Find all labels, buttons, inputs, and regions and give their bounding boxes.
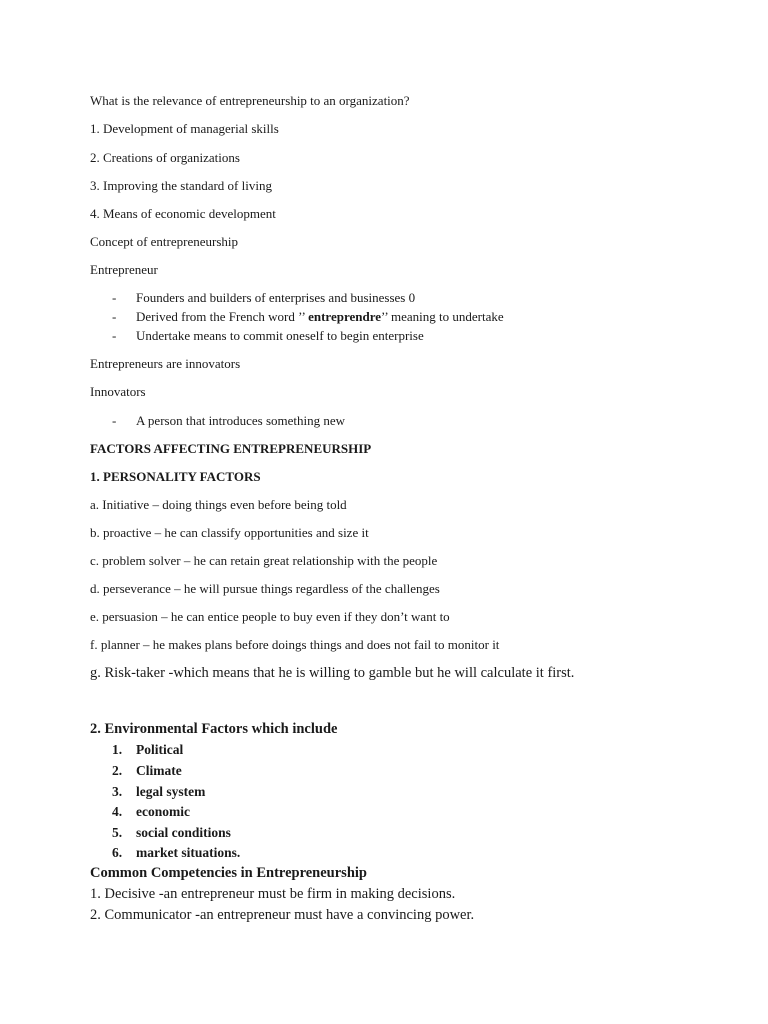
bullet-marker: - bbox=[112, 309, 117, 324]
item-text: market situations. bbox=[136, 845, 241, 860]
personality-item: d. perseverance – he will pursue things regardless of the challenges bbox=[90, 581, 440, 596]
innovators-statement: Entrepreneurs are innovators bbox=[90, 356, 241, 371]
item-text: legal system bbox=[136, 784, 206, 799]
bullet-marker: - bbox=[112, 290, 117, 305]
environmental-heading: 2. Environmental Factors which include bbox=[90, 721, 338, 737]
item-number: 6. bbox=[112, 845, 123, 860]
french-word: entreprendre bbox=[308, 309, 382, 324]
factors-heading: FACTORS AFFECTING ENTREPRENEURSHIP bbox=[90, 441, 372, 456]
bullet-text: Undertake means to commit oneself to begin enterprise bbox=[136, 328, 424, 343]
personality-heading: 1. PERSONALITY FACTORS bbox=[90, 469, 261, 484]
item-text: economic bbox=[136, 804, 190, 819]
personality-item: b. proactive – he can classify opportunities and size it bbox=[90, 525, 369, 540]
innovators-label: Innovators bbox=[90, 384, 146, 399]
personality-item: c. problem solver – he can retain great relationship with the people bbox=[90, 553, 438, 568]
item-number: 2. bbox=[112, 763, 123, 778]
competencies-heading: Common Competencies in Entrepreneurship bbox=[90, 865, 367, 881]
item-number: 4. bbox=[112, 804, 123, 819]
relevance-item: 2. Creations of organizations bbox=[90, 150, 240, 165]
bullet-text-after: ’’ meaning to undertake bbox=[381, 309, 504, 324]
personality-item: g. Risk-taker -which means that he is willing to gamble but he will calculate it first. bbox=[90, 665, 575, 681]
personality-item: f. planner – he makes plans before doings things and does not fail to monitor it bbox=[90, 637, 500, 652]
bullet-text bbox=[136, 309, 504, 325]
competency-item: 2. Communicator -an entrepreneur must have a convincing power. bbox=[90, 907, 475, 923]
concept-heading: Concept of entrepreneurship bbox=[90, 234, 239, 249]
entrepreneur-label: Entrepreneur bbox=[90, 262, 158, 277]
personality-item: e. persuasion – he can entice people to buy even if they don’t want to bbox=[90, 609, 450, 624]
item-text: Climate bbox=[136, 763, 182, 778]
relevance-question: What is the relevance of entrepreneurship to an organization? bbox=[90, 93, 410, 108]
relevance-item: 1. Development of managerial skills bbox=[90, 121, 279, 136]
relevance-item: 3. Improving the standard of living bbox=[90, 178, 272, 193]
bullet-text: A person that introduces something new bbox=[136, 413, 346, 428]
personality-item: a. Initiative – doing things even before being told bbox=[90, 497, 347, 512]
item-number: 1. bbox=[112, 742, 123, 757]
bullet-text-before: Derived from the French word ’’ bbox=[136, 309, 309, 324]
item-number: 5. bbox=[112, 825, 123, 840]
competency-item: 1. Decisive -an entrepreneur must be firm in making decisions. bbox=[90, 886, 456, 902]
relevance-item: 4. Means of economic development bbox=[90, 206, 276, 221]
item-number: 3. bbox=[112, 784, 123, 799]
bullet-text: Founders and builders of enterprises and businesses 0 bbox=[136, 290, 416, 305]
bullet-marker: - bbox=[112, 413, 117, 428]
item-text: social conditions bbox=[136, 825, 231, 840]
item-text: Political bbox=[136, 742, 184, 757]
bullet-marker: - bbox=[112, 328, 117, 343]
